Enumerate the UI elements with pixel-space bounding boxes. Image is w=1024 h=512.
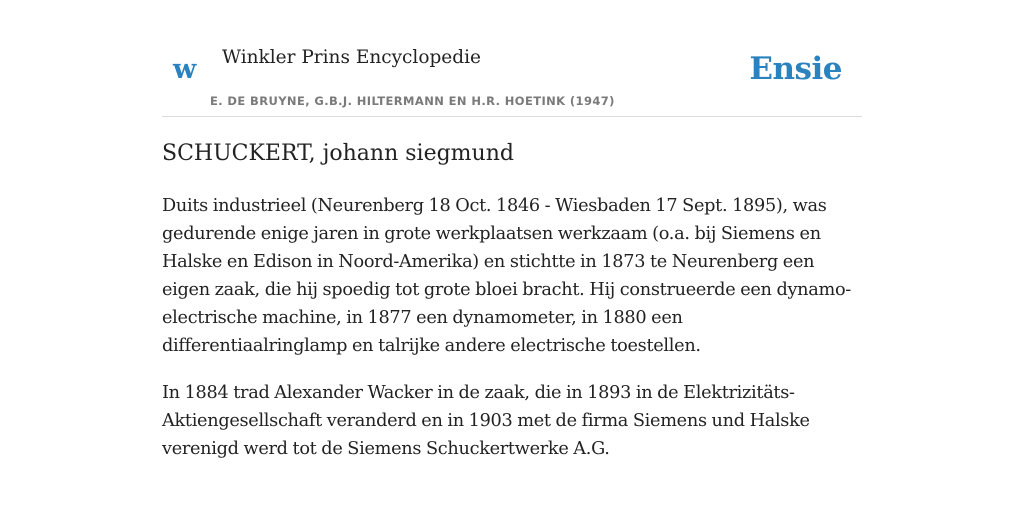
- encyclopedia-title-link[interactable]: Winkler Prins Encyclopedie: [222, 47, 481, 68]
- ensie-logo-link[interactable]: Ensie: [749, 51, 842, 87]
- page: [162, 0, 862, 459]
- article-paragraph: Duits industrieel (Neurenberg 18 Oct. 1846 - Wiesbaden 17 Sept. 1895), was gedurende enige jaren in grote werkplaatsen werkzaam (o.a. bij Siemens en Halske en Edison in Noord-Amerika) en stichtte in 1873 te Neurenberg een eigen zaak, die hij spoedig tot grote bloei bracht. Hij construeerde een dynamo-electrische machine, in 1877 een dynamometer, in 1880 een differentiaalringlamp en talrijke andere electrische toestellen.: [162, 196, 851, 356]
- authors-line: E. DE BRUYNE, G.B.J. HILTERMANN EN H.R. HOETINK (1947): [210, 94, 615, 108]
- page-title: SCHUCKERT, johann siegmund: [162, 141, 514, 166]
- encyclopedia-logo-icon[interactable]: w: [173, 54, 197, 85]
- header: [162, 0, 862, 117]
- article-paragraph: In 1884 trad Alexander Wacker in de zaak, die in 1893 in de Elektrizitäts-Aktiengesellschaft veranderd en in 1903 met de firma Siemens und Halske verenigd werd tot de Siemens Schuckertwerke A.G.: [162, 383, 810, 459]
- article-body: [162, 192, 862, 482]
